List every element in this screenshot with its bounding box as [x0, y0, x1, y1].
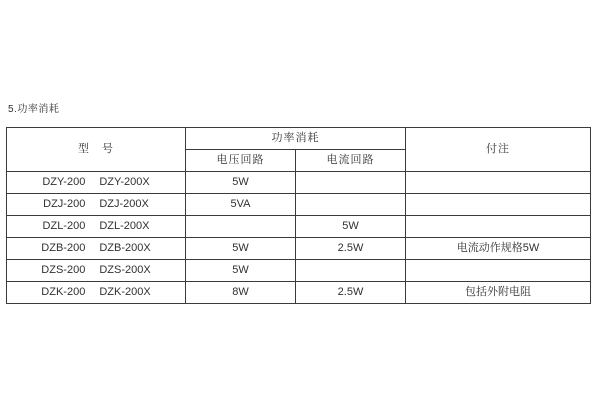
model-base: DZJ-200 — [43, 198, 86, 210]
power-consumption-table — [6, 127, 591, 304]
cell-voltage: 5W — [186, 238, 296, 260]
cell-current — [296, 194, 406, 216]
cell-model — [7, 216, 186, 238]
model-variant: DZK-200X — [99, 286, 151, 298]
cell-voltage: 5W — [186, 260, 296, 282]
cell-note — [406, 172, 591, 194]
cell-voltage: 5VA — [186, 194, 296, 216]
cell-voltage: 8W — [186, 282, 296, 304]
model-base: DZY-200 — [42, 176, 86, 188]
model-pair — [43, 198, 149, 211]
header-voltage-circuit: 电压回路 — [186, 150, 296, 172]
cell-current: 5W — [296, 216, 406, 238]
cell-voltage: 5W — [186, 172, 296, 194]
model-pair — [41, 286, 150, 299]
model-variant: DZS-200X — [99, 264, 151, 276]
cell-note — [406, 194, 591, 216]
cell-current — [296, 260, 406, 282]
table-row — [7, 282, 591, 304]
cell-model — [7, 194, 186, 216]
cell-current — [296, 172, 406, 194]
model-pair — [42, 176, 149, 189]
model-base: DZB-200 — [41, 242, 86, 254]
model-base: DZS-200 — [41, 264, 86, 276]
cell-voltage — [186, 216, 296, 238]
model-base: DZL-200 — [42, 220, 86, 232]
model-variant: DZJ-200X — [99, 198, 149, 210]
section-title: 5.功率消耗 — [8, 104, 60, 115]
header-current-circuit: 电流回路 — [296, 150, 406, 172]
header-row-top — [7, 128, 591, 150]
cell-model — [7, 282, 186, 304]
table-row — [7, 194, 591, 216]
cell-note: 电流动作规格5W — [406, 238, 591, 260]
model-pair — [41, 264, 150, 277]
cell-note — [406, 260, 591, 282]
cell-model — [7, 238, 186, 260]
model-base: DZK-200 — [41, 286, 86, 298]
header-power-group: 功率消耗 — [186, 128, 406, 150]
cell-note — [406, 216, 591, 238]
model-pair — [43, 220, 150, 233]
model-variant: DZL-200X — [99, 220, 150, 232]
model-variant: DZB-200X — [99, 242, 151, 254]
table-row — [7, 216, 591, 238]
header-notes: 付注 — [406, 128, 591, 172]
cell-model — [7, 172, 186, 194]
table-row — [7, 260, 591, 282]
table-row — [7, 172, 591, 194]
cell-current: 2.5W — [296, 282, 406, 304]
header-model: 型 号 — [7, 128, 186, 172]
cell-model — [7, 260, 186, 282]
model-pair — [41, 242, 150, 255]
table-row — [7, 238, 591, 260]
cell-note: 包括外附电阻 — [406, 282, 591, 304]
model-variant: DZY-200X — [99, 176, 150, 188]
cell-current: 2.5W — [296, 238, 406, 260]
